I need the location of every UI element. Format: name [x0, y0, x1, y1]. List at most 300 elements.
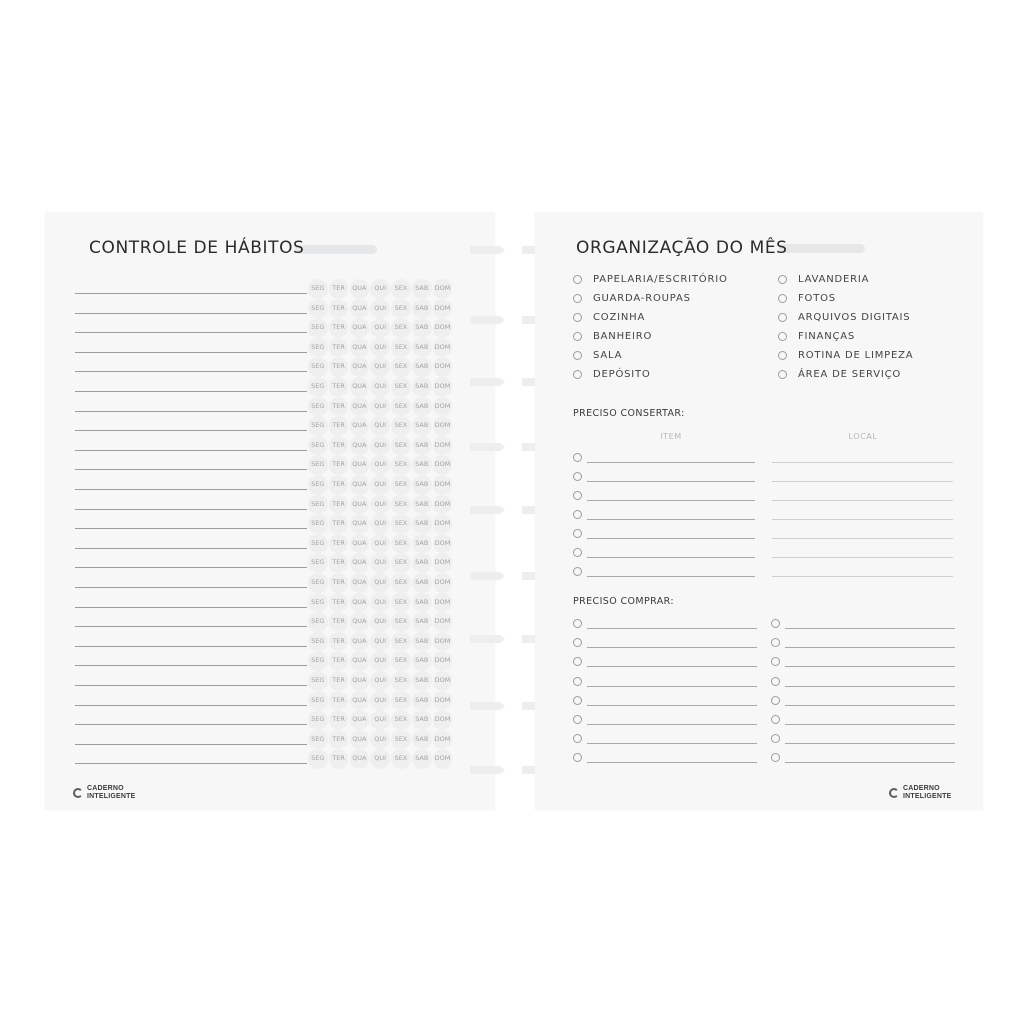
day-circle-sex[interactable]: SEX: [391, 416, 411, 436]
day-circle-sex[interactable]: SEX: [391, 299, 411, 319]
day-circle-qui[interactable]: QUI: [370, 495, 390, 515]
item-write-line[interactable]: [587, 724, 757, 725]
buy-item-row[interactable]: [573, 753, 759, 767]
local-write-line[interactable]: [772, 557, 953, 558]
day-circle-sex[interactable]: SEX: [391, 593, 411, 613]
day-circle-sex[interactable]: SEX: [391, 279, 411, 299]
day-circle-ter[interactable]: TER: [329, 593, 349, 613]
day-circle-qua[interactable]: QUA: [350, 651, 370, 671]
buy-item-row[interactable]: [771, 734, 957, 748]
buy-item-row[interactable]: [573, 657, 759, 671]
checkbox-circle[interactable]: [573, 472, 582, 481]
checkbox-circle[interactable]: [771, 734, 780, 743]
habit-write-line[interactable]: [75, 391, 307, 392]
item-write-line[interactable]: [587, 686, 757, 687]
day-circle-ter[interactable]: TER: [329, 749, 349, 769]
checkbox-circle[interactable]: [573, 696, 582, 705]
habit-write-line[interactable]: [75, 567, 307, 568]
checkbox-circle[interactable]: [771, 638, 780, 647]
day-circle-qui[interactable]: QUI: [370, 730, 390, 750]
local-write-line[interactable]: [772, 519, 953, 520]
area-checkbox-item[interactable]: [573, 329, 652, 343]
day-circle-seg[interactable]: SEG: [308, 514, 328, 534]
day-circle-sab[interactable]: SAB: [412, 691, 432, 711]
buy-item-row[interactable]: [573, 619, 759, 633]
day-circle-seg[interactable]: SEG: [308, 593, 328, 613]
habit-write-line[interactable]: [75, 626, 307, 627]
checkbox-circle[interactable]: [573, 294, 582, 303]
fix-item-row[interactable]: [573, 472, 759, 486]
checkbox-circle[interactable]: [573, 313, 582, 322]
checkbox-circle[interactable]: [573, 491, 582, 500]
habit-write-line[interactable]: [75, 646, 307, 647]
day-circle-dom[interactable]: DOM: [433, 475, 453, 495]
day-circle-sex[interactable]: SEX: [391, 338, 411, 358]
day-circle-ter[interactable]: TER: [329, 651, 349, 671]
day-circle-ter[interactable]: TER: [329, 573, 349, 593]
area-checkbox-item[interactable]: [778, 348, 913, 362]
checkbox-circle[interactable]: [573, 548, 582, 557]
day-circle-ter[interactable]: TER: [329, 455, 349, 475]
day-circle-dom[interactable]: DOM: [433, 279, 453, 299]
day-circle-dom[interactable]: DOM: [433, 455, 453, 475]
habit-write-line[interactable]: [75, 685, 307, 686]
day-circle-seg[interactable]: SEG: [308, 357, 328, 377]
day-circle-qua[interactable]: QUA: [350, 357, 370, 377]
day-circle-seg[interactable]: SEG: [308, 671, 328, 691]
day-circle-ter[interactable]: TER: [329, 318, 349, 338]
day-circle-dom[interactable]: DOM: [433, 593, 453, 613]
day-circle-qui[interactable]: QUI: [370, 514, 390, 534]
checkbox-circle[interactable]: [771, 753, 780, 762]
checkbox-circle[interactable]: [771, 619, 780, 628]
day-circle-sab[interactable]: SAB: [412, 651, 432, 671]
day-circle-dom[interactable]: DOM: [433, 416, 453, 436]
item-write-line[interactable]: [785, 705, 955, 706]
habit-write-line[interactable]: [75, 509, 307, 510]
day-circle-dom[interactable]: DOM: [433, 495, 453, 515]
checkbox-circle[interactable]: [778, 332, 787, 341]
day-circle-seg[interactable]: SEG: [308, 436, 328, 456]
day-circle-ter[interactable]: TER: [329, 475, 349, 495]
day-circle-qua[interactable]: QUA: [350, 612, 370, 632]
habit-write-line[interactable]: [75, 665, 307, 666]
day-circle-ter[interactable]: TER: [329, 299, 349, 319]
buy-item-row[interactable]: [573, 734, 759, 748]
day-circle-seg[interactable]: SEG: [308, 691, 328, 711]
day-circle-dom[interactable]: DOM: [433, 534, 453, 554]
day-circle-ter[interactable]: TER: [329, 534, 349, 554]
day-circle-seg[interactable]: SEG: [308, 553, 328, 573]
day-circle-qui[interactable]: QUI: [370, 671, 390, 691]
day-circle-dom[interactable]: DOM: [433, 573, 453, 593]
day-circle-seg[interactable]: SEG: [308, 573, 328, 593]
day-circle-dom[interactable]: DOM: [433, 397, 453, 417]
day-circle-dom[interactable]: DOM: [433, 710, 453, 730]
day-circle-ter[interactable]: TER: [329, 436, 349, 456]
day-circle-qua[interactable]: QUA: [350, 436, 370, 456]
day-circle-sab[interactable]: SAB: [412, 436, 432, 456]
day-circle-qua[interactable]: QUA: [350, 671, 370, 691]
day-circle-dom[interactable]: DOM: [433, 632, 453, 652]
day-circle-sab[interactable]: SAB: [412, 632, 432, 652]
day-circle-ter[interactable]: TER: [329, 338, 349, 358]
checkbox-circle[interactable]: [778, 275, 787, 284]
day-circle-ter[interactable]: TER: [329, 495, 349, 515]
area-checkbox-item[interactable]: [778, 329, 855, 343]
checkbox-circle[interactable]: [573, 370, 582, 379]
day-circle-sex[interactable]: SEX: [391, 730, 411, 750]
day-circle-sex[interactable]: SEX: [391, 436, 411, 456]
day-circle-seg[interactable]: SEG: [308, 397, 328, 417]
day-circle-seg[interactable]: SEG: [308, 299, 328, 319]
day-circle-ter[interactable]: TER: [329, 377, 349, 397]
checkbox-circle[interactable]: [573, 453, 582, 462]
item-write-line[interactable]: [785, 628, 955, 629]
day-circle-seg[interactable]: SEG: [308, 475, 328, 495]
item-write-line[interactable]: [785, 724, 955, 725]
day-circle-dom[interactable]: DOM: [433, 357, 453, 377]
checkbox-circle[interactable]: [778, 370, 787, 379]
day-circle-qua[interactable]: QUA: [350, 749, 370, 769]
day-circle-sab[interactable]: SAB: [412, 612, 432, 632]
day-circle-dom[interactable]: DOM: [433, 691, 453, 711]
day-circle-qua[interactable]: QUA: [350, 338, 370, 358]
day-circle-sab[interactable]: SAB: [412, 377, 432, 397]
day-circle-dom[interactable]: DOM: [433, 553, 453, 573]
day-circle-dom[interactable]: DOM: [433, 338, 453, 358]
day-circle-sab[interactable]: SAB: [412, 573, 432, 593]
local-write-line[interactable]: [772, 481, 953, 482]
buy-item-row[interactable]: [573, 638, 759, 652]
day-circle-sab[interactable]: SAB: [412, 730, 432, 750]
day-circle-sex[interactable]: SEX: [391, 397, 411, 417]
day-circle-dom[interactable]: DOM: [433, 671, 453, 691]
day-circle-seg[interactable]: SEG: [308, 710, 328, 730]
day-circle-sab[interactable]: SAB: [412, 299, 432, 319]
day-circle-ter[interactable]: TER: [329, 612, 349, 632]
day-circle-sex[interactable]: SEX: [391, 553, 411, 573]
day-circle-qua[interactable]: QUA: [350, 416, 370, 436]
checkbox-circle[interactable]: [573, 619, 582, 628]
day-circle-sex[interactable]: SEX: [391, 357, 411, 377]
day-circle-sex[interactable]: SEX: [391, 632, 411, 652]
fix-item-row[interactable]: [573, 529, 759, 543]
day-circle-sex[interactable]: SEX: [391, 377, 411, 397]
day-circle-sab[interactable]: SAB: [412, 455, 432, 475]
checkbox-circle[interactable]: [573, 753, 582, 762]
day-circle-dom[interactable]: DOM: [433, 377, 453, 397]
item-write-line[interactable]: [785, 743, 955, 744]
fix-item-row[interactable]: [573, 548, 759, 562]
day-circle-qui[interactable]: QUI: [370, 377, 390, 397]
day-circle-seg[interactable]: SEG: [308, 632, 328, 652]
day-circle-qui[interactable]: QUI: [370, 397, 390, 417]
day-circle-qui[interactable]: QUI: [370, 632, 390, 652]
buy-item-row[interactable]: [573, 715, 759, 729]
buy-item-row[interactable]: [771, 753, 957, 767]
checkbox-circle[interactable]: [573, 715, 582, 724]
habit-write-line[interactable]: [75, 293, 307, 294]
day-circle-sab[interactable]: SAB: [412, 553, 432, 573]
day-circle-qui[interactable]: QUI: [370, 593, 390, 613]
habit-write-line[interactable]: [75, 332, 307, 333]
item-write-line[interactable]: [587, 462, 755, 463]
day-circle-dom[interactable]: DOM: [433, 299, 453, 319]
day-circle-qui[interactable]: QUI: [370, 455, 390, 475]
area-checkbox-item[interactable]: [573, 310, 645, 324]
day-circle-qua[interactable]: QUA: [350, 534, 370, 554]
habit-write-line[interactable]: [75, 763, 307, 764]
day-circle-qui[interactable]: QUI: [370, 651, 390, 671]
day-circle-qua[interactable]: QUA: [350, 475, 370, 495]
area-checkbox-item[interactable]: [778, 291, 836, 305]
local-write-line[interactable]: [772, 500, 953, 501]
day-circle-ter[interactable]: TER: [329, 730, 349, 750]
habit-write-line[interactable]: [75, 371, 307, 372]
day-circle-sex[interactable]: SEX: [391, 514, 411, 534]
day-circle-sex[interactable]: SEX: [391, 749, 411, 769]
item-write-line[interactable]: [587, 481, 755, 482]
day-circle-sex[interactable]: SEX: [391, 475, 411, 495]
day-circle-ter[interactable]: TER: [329, 553, 349, 573]
day-circle-seg[interactable]: SEG: [308, 377, 328, 397]
habit-write-line[interactable]: [75, 607, 307, 608]
day-circle-sab[interactable]: SAB: [412, 318, 432, 338]
checkbox-circle[interactable]: [573, 332, 582, 341]
day-circle-dom[interactable]: DOM: [433, 514, 453, 534]
item-write-line[interactable]: [587, 705, 757, 706]
habit-write-line[interactable]: [75, 724, 307, 725]
day-circle-qua[interactable]: QUA: [350, 593, 370, 613]
day-circle-qua[interactable]: QUA: [350, 710, 370, 730]
item-write-line[interactable]: [785, 762, 955, 763]
day-circle-sex[interactable]: SEX: [391, 612, 411, 632]
local-write-line[interactable]: [772, 538, 953, 539]
checkbox-circle[interactable]: [771, 715, 780, 724]
day-circle-sex[interactable]: SEX: [391, 671, 411, 691]
day-circle-sex[interactable]: SEX: [391, 318, 411, 338]
day-circle-qua[interactable]: QUA: [350, 495, 370, 515]
item-write-line[interactable]: [587, 628, 757, 629]
day-circle-seg[interactable]: SEG: [308, 279, 328, 299]
day-circle-qui[interactable]: QUI: [370, 357, 390, 377]
day-circle-seg[interactable]: SEG: [308, 338, 328, 358]
area-checkbox-item[interactable]: [778, 272, 869, 286]
habit-write-line[interactable]: [75, 705, 307, 706]
checkbox-circle[interactable]: [573, 638, 582, 647]
day-circle-seg[interactable]: SEG: [308, 749, 328, 769]
day-circle-dom[interactable]: DOM: [433, 436, 453, 456]
habit-write-line[interactable]: [75, 411, 307, 412]
day-circle-seg[interactable]: SEG: [308, 495, 328, 515]
area-checkbox-item[interactable]: [573, 348, 622, 362]
day-circle-ter[interactable]: TER: [329, 514, 349, 534]
checkbox-circle[interactable]: [771, 677, 780, 686]
checkbox-circle[interactable]: [573, 510, 582, 519]
day-circle-qui[interactable]: QUI: [370, 534, 390, 554]
day-circle-sex[interactable]: SEX: [391, 573, 411, 593]
day-circle-qua[interactable]: QUA: [350, 632, 370, 652]
item-write-line[interactable]: [785, 686, 955, 687]
day-circle-qui[interactable]: QUI: [370, 749, 390, 769]
day-circle-sex[interactable]: SEX: [391, 534, 411, 554]
day-circle-ter[interactable]: TER: [329, 671, 349, 691]
day-circle-qua[interactable]: QUA: [350, 299, 370, 319]
day-circle-sex[interactable]: SEX: [391, 691, 411, 711]
checkbox-circle[interactable]: [778, 351, 787, 360]
day-circle-sab[interactable]: SAB: [412, 671, 432, 691]
habit-write-line[interactable]: [75, 548, 307, 549]
buy-item-row[interactable]: [771, 638, 957, 652]
day-circle-seg[interactable]: SEG: [308, 651, 328, 671]
day-circle-sab[interactable]: SAB: [412, 495, 432, 515]
checkbox-circle[interactable]: [573, 677, 582, 686]
item-write-line[interactable]: [587, 647, 757, 648]
fix-item-row[interactable]: [573, 491, 759, 505]
habit-write-line[interactable]: [75, 744, 307, 745]
day-circle-seg[interactable]: SEG: [308, 730, 328, 750]
day-circle-qua[interactable]: QUA: [350, 691, 370, 711]
item-write-line[interactable]: [587, 500, 755, 501]
day-circle-qua[interactable]: QUA: [350, 514, 370, 534]
buy-item-row[interactable]: [573, 696, 759, 710]
item-write-line[interactable]: [587, 576, 755, 577]
day-circle-sex[interactable]: SEX: [391, 455, 411, 475]
day-circle-ter[interactable]: TER: [329, 279, 349, 299]
day-circle-ter[interactable]: TER: [329, 710, 349, 730]
day-circle-sab[interactable]: SAB: [412, 710, 432, 730]
day-circle-sab[interactable]: SAB: [412, 338, 432, 358]
day-circle-qui[interactable]: QUI: [370, 416, 390, 436]
day-circle-qui[interactable]: QUI: [370, 475, 390, 495]
day-circle-sab[interactable]: SAB: [412, 514, 432, 534]
day-circle-qua[interactable]: QUA: [350, 318, 370, 338]
day-circle-ter[interactable]: TER: [329, 397, 349, 417]
day-circle-qui[interactable]: QUI: [370, 279, 390, 299]
day-circle-qua[interactable]: QUA: [350, 573, 370, 593]
habit-write-line[interactable]: [75, 430, 307, 431]
day-circle-dom[interactable]: DOM: [433, 749, 453, 769]
habit-write-line[interactable]: [75, 352, 307, 353]
checkbox-circle[interactable]: [573, 351, 582, 360]
day-circle-qua[interactable]: QUA: [350, 397, 370, 417]
day-circle-sex[interactable]: SEX: [391, 710, 411, 730]
habit-write-line[interactable]: [75, 489, 307, 490]
buy-item-row[interactable]: [573, 677, 759, 691]
area-checkbox-item[interactable]: [573, 291, 691, 305]
checkbox-circle[interactable]: [573, 657, 582, 666]
item-write-line[interactable]: [587, 519, 755, 520]
fix-item-row[interactable]: [573, 453, 759, 467]
day-circle-qua[interactable]: QUA: [350, 730, 370, 750]
day-circle-sex[interactable]: SEX: [391, 651, 411, 671]
day-circle-qua[interactable]: QUA: [350, 279, 370, 299]
day-circle-qui[interactable]: QUI: [370, 436, 390, 456]
day-circle-dom[interactable]: DOM: [433, 612, 453, 632]
item-write-line[interactable]: [587, 538, 755, 539]
checkbox-circle[interactable]: [573, 734, 582, 743]
day-circle-qui[interactable]: QUI: [370, 318, 390, 338]
day-circle-sex[interactable]: SEX: [391, 495, 411, 515]
checkbox-circle[interactable]: [771, 657, 780, 666]
buy-item-row[interactable]: [771, 696, 957, 710]
buy-item-row[interactable]: [771, 677, 957, 691]
day-circle-sab[interactable]: SAB: [412, 416, 432, 436]
day-circle-qui[interactable]: QUI: [370, 612, 390, 632]
checkbox-circle[interactable]: [573, 529, 582, 538]
day-circle-sab[interactable]: SAB: [412, 593, 432, 613]
day-circle-dom[interactable]: DOM: [433, 651, 453, 671]
fix-item-row[interactable]: [573, 567, 759, 581]
day-circle-ter[interactable]: TER: [329, 691, 349, 711]
day-circle-ter[interactable]: TER: [329, 357, 349, 377]
area-checkbox-item[interactable]: [778, 367, 901, 381]
item-write-line[interactable]: [587, 743, 757, 744]
day-circle-qui[interactable]: QUI: [370, 573, 390, 593]
item-write-line[interactable]: [587, 762, 757, 763]
day-circle-qui[interactable]: QUI: [370, 338, 390, 358]
day-circle-sab[interactable]: SAB: [412, 357, 432, 377]
habit-write-line[interactable]: [75, 587, 307, 588]
day-circle-qui[interactable]: QUI: [370, 710, 390, 730]
habit-write-line[interactable]: [75, 450, 307, 451]
item-write-line[interactable]: [785, 647, 955, 648]
day-circle-seg[interactable]: SEG: [308, 612, 328, 632]
fix-item-row[interactable]: [573, 510, 759, 524]
buy-item-row[interactable]: [771, 715, 957, 729]
area-checkbox-item[interactable]: [778, 310, 910, 324]
habit-write-line[interactable]: [75, 469, 307, 470]
local-write-line[interactable]: [772, 462, 953, 463]
habit-write-line[interactable]: [75, 313, 307, 314]
day-circle-sab[interactable]: SAB: [412, 475, 432, 495]
checkbox-circle[interactable]: [778, 313, 787, 322]
checkbox-circle[interactable]: [573, 275, 582, 284]
habit-write-line[interactable]: [75, 528, 307, 529]
day-circle-sab[interactable]: SAB: [412, 749, 432, 769]
buy-item-row[interactable]: [771, 619, 957, 633]
day-circle-sab[interactable]: SAB: [412, 534, 432, 554]
day-circle-seg[interactable]: SEG: [308, 318, 328, 338]
day-circle-ter[interactable]: TER: [329, 416, 349, 436]
day-circle-sab[interactable]: SAB: [412, 397, 432, 417]
day-circle-dom[interactable]: DOM: [433, 730, 453, 750]
day-circle-seg[interactable]: SEG: [308, 455, 328, 475]
item-write-line[interactable]: [587, 666, 757, 667]
day-circle-qui[interactable]: QUI: [370, 299, 390, 319]
day-circle-dom[interactable]: DOM: [433, 318, 453, 338]
buy-item-row[interactable]: [771, 657, 957, 671]
day-circle-sab[interactable]: SAB: [412, 279, 432, 299]
day-circle-qui[interactable]: QUI: [370, 553, 390, 573]
checkbox-circle[interactable]: [771, 696, 780, 705]
local-write-line[interactable]: [772, 576, 953, 577]
area-checkbox-item[interactable]: [573, 367, 651, 381]
item-write-line[interactable]: [785, 666, 955, 667]
checkbox-circle[interactable]: [778, 294, 787, 303]
area-checkbox-item[interactable]: [573, 272, 728, 286]
day-circle-qua[interactable]: QUA: [350, 553, 370, 573]
day-circle-qui[interactable]: QUI: [370, 691, 390, 711]
day-circle-ter[interactable]: TER: [329, 632, 349, 652]
day-circle-qua[interactable]: QUA: [350, 377, 370, 397]
day-circle-qua[interactable]: QUA: [350, 455, 370, 475]
item-write-line[interactable]: [587, 557, 755, 558]
checkbox-circle[interactable]: [573, 567, 582, 576]
day-circle-seg[interactable]: SEG: [308, 416, 328, 436]
day-circle-seg[interactable]: SEG: [308, 534, 328, 554]
